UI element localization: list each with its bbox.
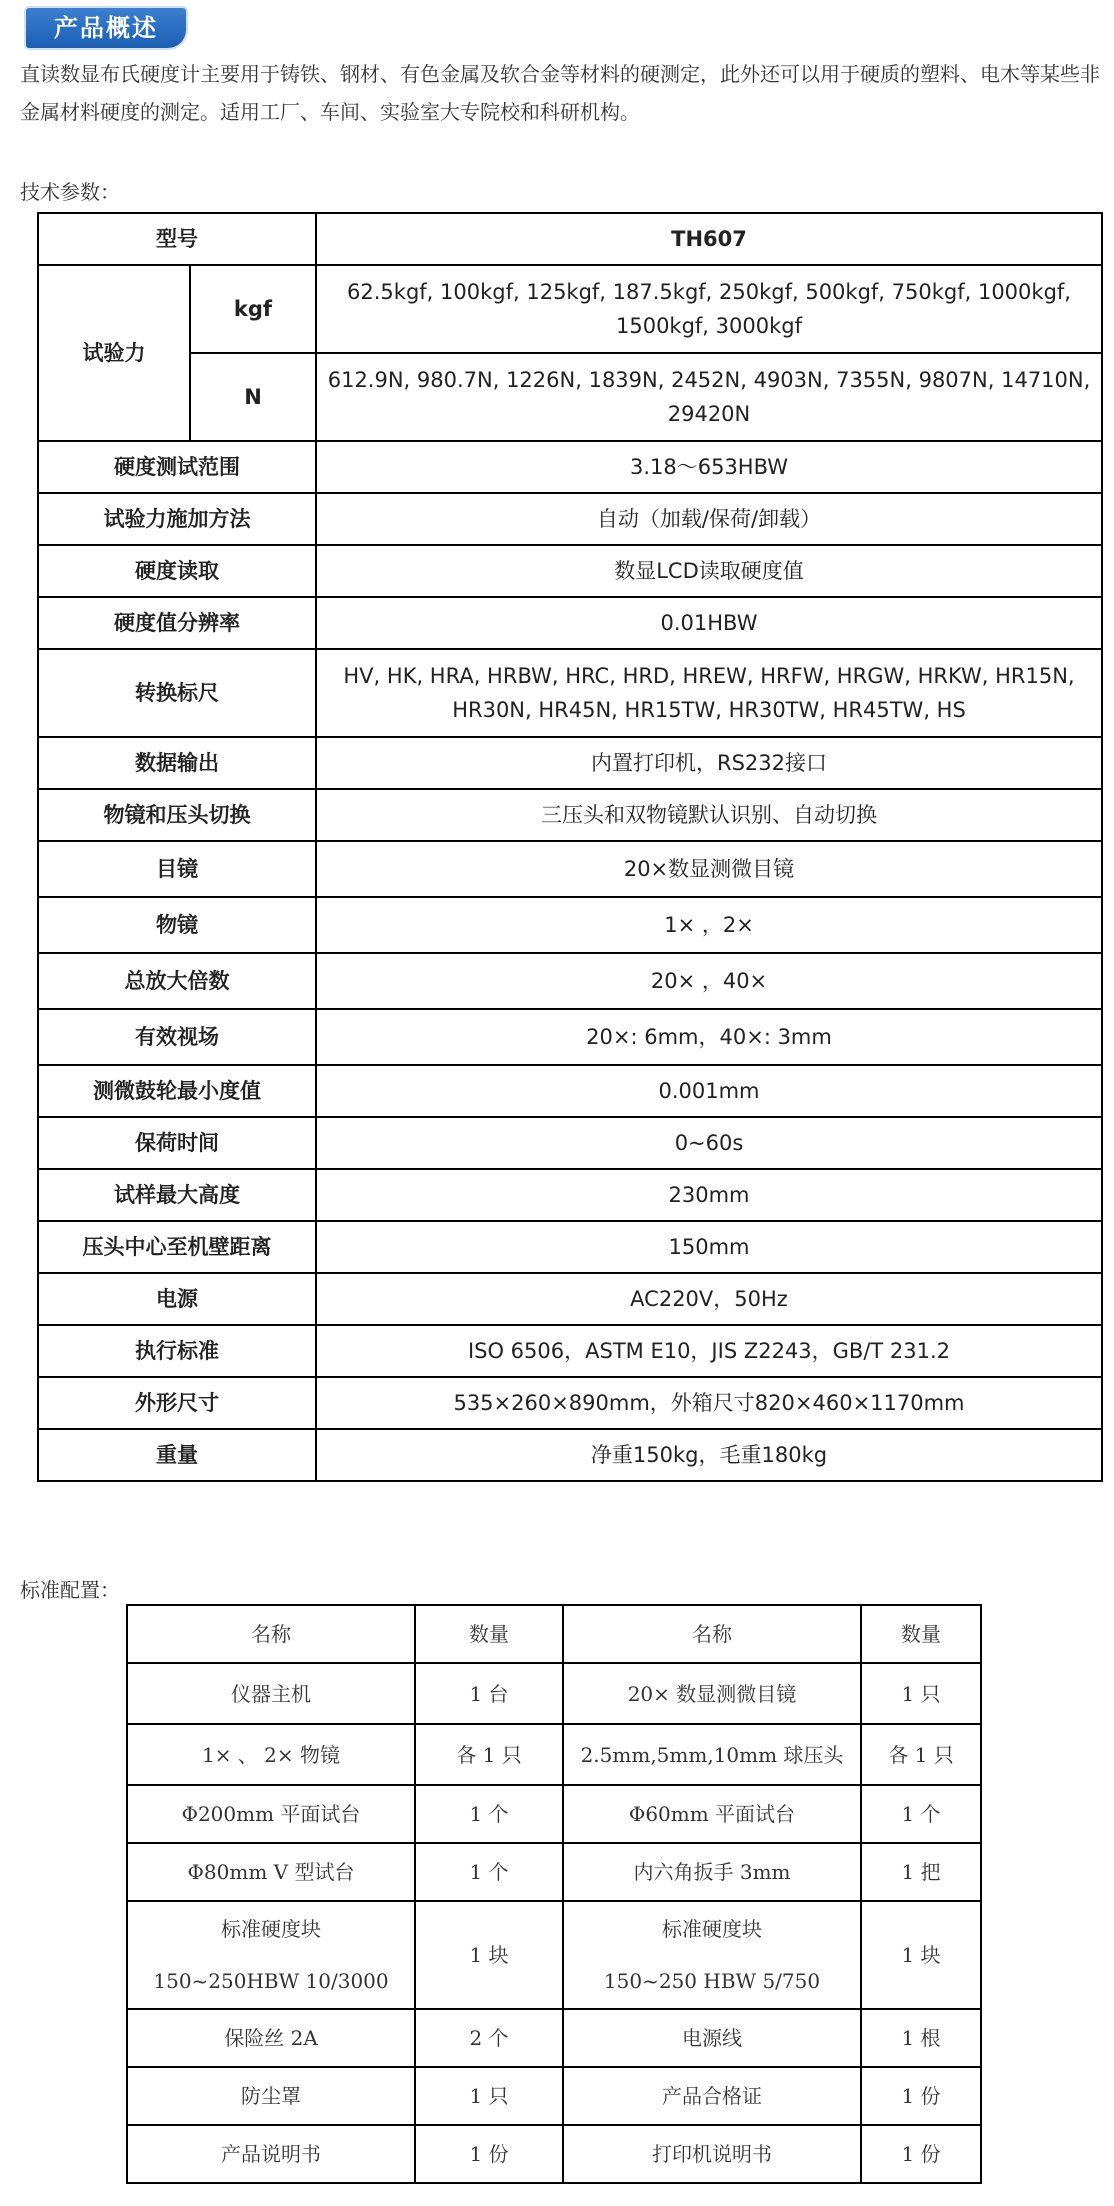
table-row xyxy=(127,1724,981,1785)
spec-value: 612.9N, 980.7N, 1226N, 1839N, 2452N, 4903N, 7355N, 9807N, 14710N, 29420N xyxy=(316,353,1102,441)
table-row xyxy=(38,1429,1102,1481)
table-row xyxy=(38,493,1102,545)
table-row xyxy=(38,1169,1102,1221)
item-name: 产品合格证 xyxy=(563,2067,861,2125)
spec-value: 230mm xyxy=(316,1169,1102,1221)
spec-label: 技术参数： xyxy=(20,180,120,204)
spec-value: 0~60s xyxy=(316,1117,1102,1169)
table-row xyxy=(38,545,1102,597)
table-row xyxy=(38,897,1102,953)
item-qty: 1 个 xyxy=(415,1843,563,1901)
item-qty: 2 个 xyxy=(415,2009,563,2067)
spec-key: N xyxy=(190,353,316,441)
table-row xyxy=(38,1273,1102,1325)
spec-value: 0.01HBW xyxy=(316,597,1102,649)
spec-value: 0.001mm xyxy=(316,1065,1102,1117)
product-intro: 直读数显布氏硬度计主要用于铸铁、钢材、有色金属及软合金等材料的硬测定，此外还可以用于硬质的塑料、电木等某些非金属材料硬度的测定。适用工厂、车间、实验室大专院校和科研机构。 xyxy=(20,62,1100,124)
spec-value: 三压头和双物镜默认识别、自动切换 xyxy=(316,789,1102,841)
item-name-sub: 150~250 HBW 5/750 xyxy=(603,1969,821,1993)
table-row xyxy=(38,1377,1102,1429)
item-qty: 1 根 xyxy=(861,2009,981,2067)
item-name: Φ60mm 平面试台 xyxy=(563,1785,861,1843)
item-qty: 1 只 xyxy=(415,2067,563,2125)
item-name-sub: 150~250HBW 10/3000 xyxy=(153,1969,389,1993)
spec-key: 总放大倍数 xyxy=(38,953,316,1009)
table-header-row xyxy=(127,1605,981,1663)
spec-value: TH607 xyxy=(316,213,1102,265)
spec-key: 转换标尺 xyxy=(38,649,316,737)
spec-key: 数据输出 xyxy=(38,737,316,789)
table-row xyxy=(38,953,1102,1009)
spec-key: 硬度测试范围 xyxy=(38,441,316,493)
spec-key: 压头中心至机壁距离 xyxy=(38,1221,316,1273)
spec-value: 数显LCD读取硬度值 xyxy=(316,545,1102,597)
spec-table xyxy=(37,212,1103,1482)
col-header: 名称 xyxy=(127,1605,415,1663)
item-qty: 1 个 xyxy=(861,1785,981,1843)
table-row xyxy=(127,1901,981,2009)
spec-key: 保荷时间 xyxy=(38,1117,316,1169)
item-qty: 1 块 xyxy=(861,1901,981,2009)
spec-key: kgf xyxy=(190,265,316,353)
item-name: 防尘罩 xyxy=(127,2067,415,2125)
table-row xyxy=(127,2067,981,2125)
spec-key: 目镜 xyxy=(38,841,316,897)
table-row xyxy=(38,737,1102,789)
table-row xyxy=(127,1663,981,1724)
table-row xyxy=(38,213,1102,265)
spec-key: 型号 xyxy=(38,213,316,265)
item-qty: 1 份 xyxy=(415,2125,563,2183)
item-qty: 各 1 只 xyxy=(861,1724,981,1785)
spec-key: 执行标准 xyxy=(38,1325,316,1377)
table-row xyxy=(127,1785,981,1843)
table-row xyxy=(38,841,1102,897)
item-name: 仪器主机 xyxy=(127,1663,415,1724)
spec-value: 150mm xyxy=(316,1221,1102,1273)
item-name xyxy=(127,1901,415,2009)
table-row xyxy=(38,789,1102,841)
config-label: 标准配置： xyxy=(20,1578,120,1602)
item-name-line: 标准硬度块 xyxy=(221,1917,321,1941)
item-qty: 1 份 xyxy=(861,2067,981,2125)
item-name: 产品说明书 xyxy=(127,2125,415,2183)
spec-key: 试样最大高度 xyxy=(38,1169,316,1221)
spec-value: 20×数显测微目镜 xyxy=(316,841,1102,897)
spec-key: 物镜 xyxy=(38,897,316,953)
spec-value: 62.5kgf, 100kgf, 125kgf, 187.5kgf, 250kgf, 500kgf, 750kgf, 1000kgf, 1500kgf, 3000kgf xyxy=(316,265,1102,353)
item-qty: 1 个 xyxy=(415,1785,563,1843)
table-row xyxy=(38,353,1102,441)
spec-value: 20× ，40× xyxy=(316,953,1102,1009)
spec-value: AC220V，50Hz xyxy=(316,1273,1102,1325)
col-header: 名称 xyxy=(563,1605,861,1663)
col-header: 数量 xyxy=(415,1605,563,1663)
item-name xyxy=(563,1901,861,2009)
table-row xyxy=(38,441,1102,493)
spec-value: 3.18～653HBW xyxy=(316,441,1102,493)
spec-value: 535×260×890mm，外箱尺寸820×460×1170mm xyxy=(316,1377,1102,1429)
spec-key: 物镜和压头切换 xyxy=(38,789,316,841)
spec-value: ISO 6506，ASTM E10，JIS Z2243，GB/T 231.2 xyxy=(316,1325,1102,1377)
table-row xyxy=(127,2009,981,2067)
spec-key: 重量 xyxy=(38,1429,316,1481)
spec-key: 电源 xyxy=(38,1273,316,1325)
item-qty: 各 1 只 xyxy=(415,1724,563,1785)
table-row xyxy=(38,1065,1102,1117)
table-row xyxy=(38,265,1102,353)
item-name: 内六角扳手 3mm xyxy=(563,1843,861,1901)
table-row xyxy=(38,1117,1102,1169)
table-row xyxy=(38,1009,1102,1065)
table-row xyxy=(38,1325,1102,1377)
spec-value: 1× ，2× xyxy=(316,897,1102,953)
spec-key: 硬度读取 xyxy=(38,545,316,597)
table-row xyxy=(127,2125,981,2183)
table-row xyxy=(127,1843,981,1901)
item-name: 保险丝 2A xyxy=(127,2009,415,2067)
item-name: 20× 数显测微目镜 xyxy=(563,1663,861,1724)
item-qty: 1 只 xyxy=(861,1663,981,1724)
spec-key: 外形尺寸 xyxy=(38,1377,316,1429)
spec-key: 测微鼓轮最小度值 xyxy=(38,1065,316,1117)
spec-value: HV, HK, HRA, HRBW, HRC, HRD, HREW, HRFW, HRGW, HRKW, HR15N, HR30N, HR45N, HR15TW, HR30TW, HR45TW, HS xyxy=(316,649,1102,737)
item-name: 电源线 xyxy=(563,2009,861,2067)
item-qty: 1 台 xyxy=(415,1663,563,1724)
item-name-line: 标准硬度块 xyxy=(662,1917,762,1941)
spec-key: 试验力 xyxy=(38,265,190,441)
item-qty: 1 把 xyxy=(861,1843,981,1901)
spec-key: 硬度值分辨率 xyxy=(38,597,316,649)
spec-key: 有效视场 xyxy=(38,1009,316,1065)
spec-value: 20×: 6mm，40×: 3mm xyxy=(316,1009,1102,1065)
item-qty: 1 块 xyxy=(415,1901,563,2009)
item-name: 1× 、 2× 物镜 xyxy=(127,1724,415,1785)
config-table xyxy=(126,1604,982,2184)
item-name: 2.5mm,5mm,10mm 球压头 xyxy=(563,1724,861,1785)
item-qty: 1 份 xyxy=(861,2125,981,2183)
section-title-badge: 产品概述 xyxy=(26,8,186,48)
spec-key: 试验力施加方法 xyxy=(38,493,316,545)
table-row xyxy=(38,597,1102,649)
table-row xyxy=(38,649,1102,737)
table-row xyxy=(38,1221,1102,1273)
item-name: Φ80mm V 型试台 xyxy=(127,1843,415,1901)
item-name: Φ200mm 平面试台 xyxy=(127,1785,415,1843)
item-name: 打印机说明书 xyxy=(563,2125,861,2183)
spec-value: 自动（加载/保荷/卸载） xyxy=(316,493,1102,545)
spec-value: 净重150kg，毛重180kg xyxy=(316,1429,1102,1481)
spec-value: 内置打印机，RS232接口 xyxy=(316,737,1102,789)
col-header: 数量 xyxy=(861,1605,981,1663)
